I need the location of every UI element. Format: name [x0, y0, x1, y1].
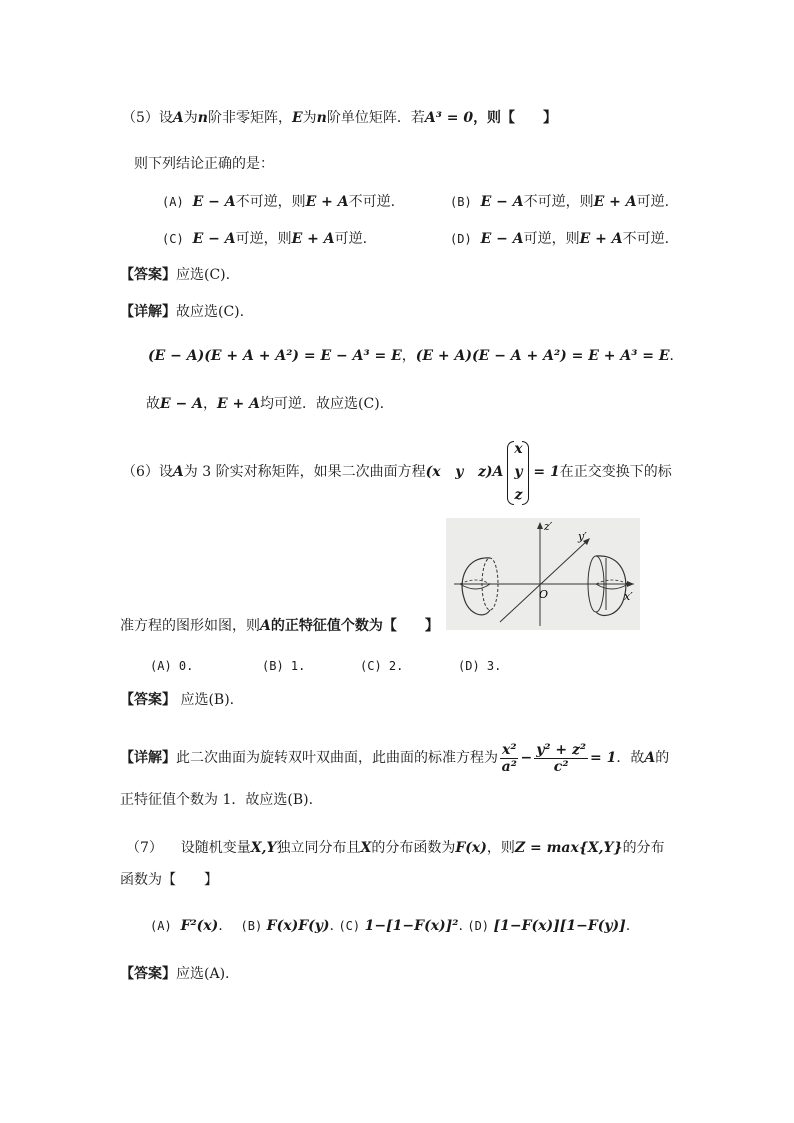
- y-axis-label: y′: [578, 530, 587, 543]
- q7-answer: 【答案】应选(A).: [120, 966, 230, 982]
- x-axis-label: x′: [624, 590, 633, 603]
- q6-answer: 【答案】 应选(B).: [120, 692, 235, 708]
- hyperboloid-diagram: [446, 518, 640, 630]
- q6-option-b: (B) 1.: [262, 659, 306, 673]
- q5-detail: 【详解】故应选(C).: [120, 304, 245, 320]
- q6-option-d: (D) 3.: [458, 659, 502, 673]
- q5-option-b: (B) E − A不可逆，则E + A可逆.: [450, 194, 670, 210]
- q7-stem-cont: 函数为【 】: [120, 872, 218, 888]
- q5-equation: (E − A)(E + A + A²) = E − A³ = E，(E + A)(E − A + A²) = E + A³ = E．: [148, 348, 684, 364]
- q6-stem-cont: 准方程的图形如图，则A的正特征值个数为【 】: [120, 618, 439, 634]
- q5-option-a: (A) E − A不可逆，则E + A不可逆.: [162, 194, 396, 210]
- q6-detail: 【详解】此二次曲面为旋转双叶双曲面，此曲面的标准方程为 $\frac{\text{x²}}{\text{a²}}$ − $\frac{\text{y² + z²}}{\text{c²}}$ = 1．故A的: [120, 741, 670, 775]
- q5-option-d: (D) E − A可逆，则E + A不可逆.: [450, 231, 670, 247]
- q7-stem: （7） 设随机变量X,Y独立同分布且X的分布函数为F(x)，则Z = max{X,Y}的分布: [126, 840, 665, 856]
- q7-options: (A) F²(x). (B) F(x)F(y). (C) 1−[1−F(x)]². (D) [1−F(x)][1−F(y)].: [150, 918, 631, 934]
- column-vector: x y z: [507, 441, 529, 503]
- q6-option-a: (A) 0.: [150, 659, 194, 673]
- hyperboloid-figure: [446, 518, 640, 630]
- q5-stem: （5）设A为n阶非零矩阵，E为n阶单位矩阵．若A³ = 0，则【 】: [122, 110, 558, 126]
- q6-stem: （6）设A为 3 阶实对称矩阵，如果二次曲面方程(x y z)A x y z = 1在正交变换下的标: [122, 441, 672, 503]
- z-axis-label: z′: [544, 520, 553, 533]
- q5-prompt: 则下列结论正确的是：: [134, 156, 274, 172]
- q6-option-c: (C) 2.: [360, 659, 404, 673]
- q6-detail-cont: 正特征值个数为 1．故应选(B).: [120, 792, 314, 808]
- q5-option-c: (C) E − A可逆，则E + A可逆.: [162, 231, 368, 247]
- origin-label: O: [539, 588, 549, 601]
- q5-conclusion: 故E − A，E + A均可逆．故应选(C).: [146, 396, 385, 412]
- q5-answer: 【答案】应选(C).: [120, 267, 231, 283]
